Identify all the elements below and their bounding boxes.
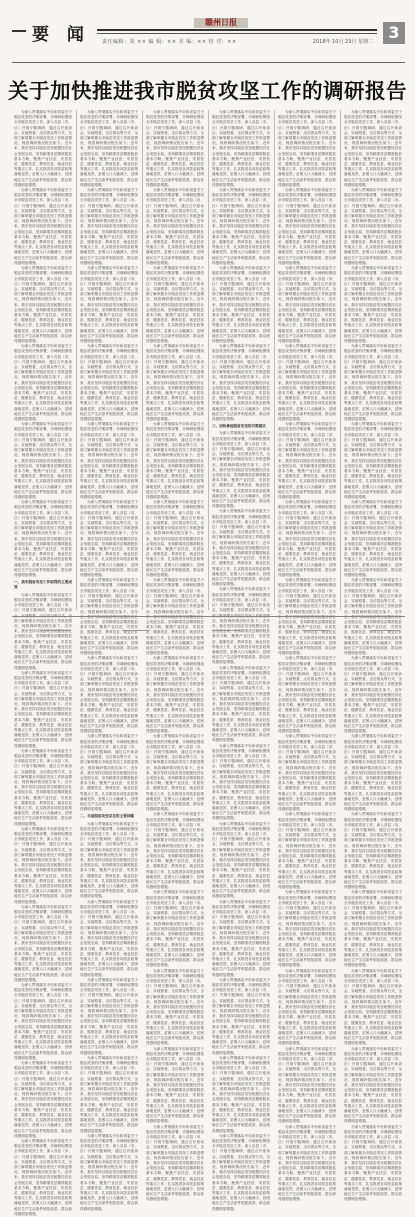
paragraph: 为深入贯彻落实中央和省委关于脱贫攻坚的决策部署，市调研组围绕全市脱贫攻坚工作，深入各县（市、区）开展专题调研，通过召开座谈会、实地察看、走访群众等方式，全面了解掌握全市脱贫攻坚工作推进情况，现将调研情况报告如下。近年来，我市坚持以脱贫攻坚统揽经济社会发展全局，坚持精准扶贫精准脱贫基本方略，聚焦产业扶贫、安居扶贫、健康扶贫、教育扶贫、就业扶贫等重点工作，扎实推进各项扶贫政策落地见效，贫困人口大幅减少，贫困地区生产生活条件明显改善，群众获得感明显增强。 <box>278 344 336 421</box>
paragraph: 为深入贯彻落实中央和省委关于脱贫攻坚的决策部署，市调研组围绕全市脱贫攻坚工作，深入各县（市、区）开展专题调研，通过召开座谈会、实地察看、走访群众等方式，全面了解掌握全市脱贫攻坚工作推进情况，现将调研情况报告如下。近年来，我市坚持以脱贫攻坚统揽经济社会发展全局，坚持精准扶贫精准脱贫基本方略，聚焦产业扶贫、安居扶贫、健康扶贫、教育扶贫、就业扶贫等重点工作，扎实推进各项扶贫政策落地见效，贫困人口大幅减少，贫困地区生产生活条件明显改善，群众获得感明显增强。 <box>80 899 138 977</box>
paragraph: 为深入贯彻落实中央和省委关于脱贫攻坚的决策部署，市调研组围绕全市脱贫攻坚工作，深入各县（市、区）开展专题调研，通过召开座谈会、实地察看、走访群众等方式，全面了解掌握全市脱贫攻坚工作推进情况，现将调研情况报告如下。近年来，我市坚持以脱贫攻坚统揽经济社会发展全局，坚持精准扶贫精准脱贫基本方略，聚焦产业扶贫、安居扶贫、健康扶贫、教育扶贫、就业扶贫等重点工作，扎实推进各项扶贫政策落地见效，贫困人口大幅减少，贫困地区生产生活条件明显改善，群众获得感明显增强。 <box>14 110 72 187</box>
paragraph: 为深入贯彻落实中央和省委关于脱贫攻坚的决策部署，市调研组围绕全市脱贫攻坚工作，深入各县（市、区）开展专题调研，通过召开座谈会、实地察看、走访群众等方式，全面了解掌握全市脱贫攻坚工作推进情况，现将调研情况报告如下。近年来，我市坚持以脱贫攻坚统揽经济社会发展全局，坚持精准扶贫精准脱贫基本方略，聚焦产业扶贫、安居扶贫、健康扶贫、教育扶贫、就业扶贫等重点工作，扎实推进各项扶贫政策落地见效，贫困人口大幅减少，贫困地区生产生活条件明显改善，群众获得感明显增强。 <box>14 344 72 421</box>
paragraph: 为深入贯彻落实中央和省委关于脱贫攻坚的决策部署，市调研组围绕全市脱贫攻坚工作，深入各县（市、区）开展专题调研，通过召开座谈会、实地察看、走访群众等方式，全面了解掌握全市脱贫攻坚工作推进情况，现将调研情况报告如下。近年来，我市坚持以脱贫攻坚统揽经济社会发展全局，坚持精准扶贫精准脱贫基本方略，聚焦产业扶贫、安居扶贫、健康扶贫、教育扶贫、就业扶贫等重点工作，扎实推进各项扶贫政策落地见效，贫困人口大幅减少，贫困地区生产生活条件明显改善，群众获得感明显增强。 <box>344 110 402 187</box>
subheading: 一、我市脱贫攻坚工作取得的主要成效 <box>14 580 72 590</box>
paragraph: 为深入贯彻落实中央和省委关于脱贫攻坚的决策部署，市调研组围绕全市脱贫攻坚工作，深入各县（市、区）开展专题调研，通过召开座谈会、实地察看、走访群众等方式，全面了解掌握全市脱贫攻坚工作推进情况，现将调研情况报告如下。近年来，我市坚持以脱贫攻坚统揽经济社会发展全局，坚持精准扶贫精准脱贫基本方略，聚焦产业扶贫、安居扶贫、健康扶贫、教育扶贫、就业扶贫等重点工作，扎实推进各项扶贫政策落地见效，贫困人口大幅减少，贫困地区生产生活条件明显改善，群众获得感明显增强。 <box>146 266 204 343</box>
paragraph: 为深入贯彻落实中央和省委关于脱贫攻坚的决策部署，市调研组围绕全市脱贫攻坚工作，深入各县（市、区）开展专题调研，通过召开座谈会、实地察看、走访群众等方式，全面了解掌握全市脱贫攻坚工作推进情况，现将调研情况报告如下。近年来，我市坚持以脱贫攻坚统揽经济社会发展全局，坚持精准扶贫精准脱贫基本方略，聚焦产业扶贫、安居扶贫、健康扶贫、教育扶贫、就业扶贫等重点工作，扎实推进各项扶贫政策落地见效，贫困人口大幅减少，贫困地区生产生活条件明显改善，群众获得感明显增强。 <box>14 422 72 500</box>
paragraph: 为深入贯彻落实中央和省委关于脱贫攻坚的决策部署，市调研组围绕全市脱贫攻坚工作，深入各县（市、区）开展专题调研，通过召开座谈会、实地察看、走访群众等方式，全面了解掌握全市脱贫攻坚工作推进情况，现将调研情况报告如下。近年来，我市坚持以脱贫攻坚统揽经济社会发展全局，坚持精准扶贫精准脱贫基本方略，聚焦产业扶贫、安居扶贫、健康扶贫、教育扶贫、就业扶贫等重点工作，扎实推进各项扶贫政策落地见效，贫困人口大幅减少，贫困地区生产生活条件明显改善，群众获得感明显增强。 <box>344 422 402 500</box>
paragraph: 为深入贯彻落实中央和省委关于脱贫攻坚的决策部署，市调研组围绕全市脱贫攻坚工作，深入各县（市、区）开展专题调研，通过召开座谈会、实地察看、走访群众等方式，全面了解掌握全市脱贫攻坚工作推进情况，现将调研情况报告如下。近年来，我市坚持以脱贫攻坚统揽经济社会发展全局，坚持精准扶贫精准脱贫基本方略，聚焦产业扶贫、安居扶贫、健康扶贫、教育扶贫、就业扶贫等重点工作，扎实推进各项扶贫政策落地见效，贫困人口大幅减少，贫困地区生产生活条件明显改善，群众获得感明显增强。 <box>14 1139 72 1216</box>
paragraph: 为深入贯彻落实中央和省委关于脱贫攻坚的决策部署，市调研组围绕全市脱贫攻坚工作，深入各县（市、区）开展专题调研，通过召开座谈会、实地察看、走访群众等方式，全面了解掌握全市脱贫攻坚工作推进情况，现将调研情况报告如下。近年来，我市坚持以脱贫攻坚统揽经济社会发展全局，坚持精准扶贫精准脱贫基本方略，聚焦产业扶贫、安居扶贫、健康扶贫、教育扶贫、就业扶贫等重点工作，扎实推进各项扶贫政策落地见效，贫困人口大幅减少，贫困地区生产生活条件明显改善，群众获得感明显增强。 <box>212 509 270 587</box>
page-number-badge: 3 <box>383 22 405 44</box>
paragraph: 为深入贯彻落实中央和省委关于脱贫攻坚的决策部署，市调研组围绕全市脱贫攻坚工作，深入各县（市、区）开展专题调研，通过召开座谈会、实地察看、走访群众等方式，全面了解掌握全市脱贫攻坚工作推进情况，现将调研情况报告如下。近年来，我市坚持以脱贫攻坚统揽经济社会发展全局，坚持精准扶贫精准脱贫基本方略，聚焦产业扶贫、安居扶贫、健康扶贫、教育扶贫、就业扶贫等重点工作，扎实推进各项扶贫政策落地见效，贫困人口大幅减少，贫困地区生产生活条件明显改善，群众获得感明显增强。 <box>278 188 336 265</box>
footer-ornament <box>212 630 240 635</box>
paragraph: 为深入贯彻落实中央和省委关于脱贫攻坚的决策部署，市调研组围绕全市脱贫攻坚工作，深入各县（市、区）开展专题调研，通过召开座谈会、实地察看、走访群众等方式，全面了解掌握全市脱贫攻坚工作推进情况，现将调研情况报告如下。近年来，我市坚持以脱贫攻坚统揽经济社会发展全局，坚持精准扶贫精准脱贫基本方略，聚焦产业扶贫、安居扶贫、健康扶贫、教育扶贫、就业扶贫等重点工作，扎实推进各项扶贫政策落地见效，贫困人口大幅减少，贫困地区生产生活条件明显改善，群众获得感明显增强。 <box>278 656 336 734</box>
paragraph: 为深入贯彻落实中央和省委关于脱贫攻坚的决策部署，市调研组围绕全市脱贫攻坚工作，深入各县（市、区）开展专题调研，通过召开座谈会、实地察看、走访群众等方式，全面了解掌握全市脱贫攻坚工作推进情况，现将调研情况报告如下。近年来，我市坚持以脱贫攻坚统揽经济社会发展全局，坚持精准扶贫精准脱贫基本方略，聚焦产业扶贫、安居扶贫、健康扶贫、教育扶贫、就业扶贫等重点工作，扎实推进各项扶贫政策落地见效，贫困人口大幅减少，贫困地区生产生活条件明显改善，群众获得感明显增强。 <box>344 656 402 734</box>
article-body <box>14 110 402 1216</box>
paragraph: 为深入贯彻落实中央和省委关于脱贫攻坚的决策部署，市调研组围绕全市脱贫攻坚工作，深入各县（市、区）开展专题调研，通过召开座谈会、实地察看、走访群众等方式，全面了解掌握全市脱贫攻坚工作推进情况，现将调研情况报告如下。近年来，我市坚持以脱贫攻坚统揽经济社会发展全局，坚持精准扶贫精准脱贫基本方略，聚焦产业扶贫、安居扶贫、健康扶贫、教育扶贫、就业扶贫等重点工作，扎实推进各项扶贫政策落地见效，贫困人口大幅减少，贫困地区生产生活条件明显改善，群众获得感明显增强。 <box>212 431 270 509</box>
text-column <box>146 110 204 1202</box>
paragraph: 为深入贯彻落实中央和省委关于脱贫攻坚的决策部署，市调研组围绕全市脱贫攻坚工作，深入各县（市、区）开展专题调研，通过召开座谈 面了解掌握全市脱贫攻坚工作推进情况，现将调研情况报告如下。近年来，我市坚持以脱贫攻坚统揽经济社会发展全局，坚持精准扶贫精准脱贫基本方略，聚焦产业扶贫、安居扶贫、健康扶贫、教育扶贫、就业扶贫等重点工作，扎实推进各项扶贫政策落地见效，贫困人口大幅减少，贫困地区生产生活条件明显改善，群众获得感明显增强。 <box>14 592 72 670</box>
paragraph: 为深入贯彻落实中央和省委关于脱贫攻坚的决策部署，市调研组围绕全市脱贫攻坚工作，深入各县（市、区）开展专题调研，通过召开座谈会、实地察看、走访群众等方式，全面了解掌握全市脱贫攻坚工作推进情况，现将调研情况报告如下。近年来，我市坚持以脱贫攻坚统揽经济社会发展全局，坚持精准扶贫精准脱贫基本方略，聚焦产业扶贫、安居扶贫、健康扶贫、教育扶贫、就业扶贫等重点工作，扎实推进各项扶贫政策落地见效，贫困人口大幅减少，贫困地区生产生活条件明显改善，群众获得感明显增强。 <box>146 344 204 421</box>
footer-ornament <box>42 630 70 635</box>
paragraph: 为深入贯彻落实中央和省委关于脱贫攻坚的决策部署，市调研组围绕全市脱贫攻坚工作，深入各县（市、区）开展专题调研，通过召开座谈会、实地察看、走访群众等方式，全面了解掌握全市脱贫攻坚工作推进情况，现将调研情况报告如下。近年来，我市坚持以脱贫攻坚统揽经济社会发展全局，坚持精准扶贫精准脱贫基本方略，聚焦产业扶贫、安居扶贫、健康扶贫、教育扶贫、就业扶贫等重点工作，扎实推进各项扶贫政策落地见效，贫困人口大幅减少，贫困地区生产生活条件明显改善，群众获得感明显增强。 <box>212 977 270 1055</box>
article-title: 关于加快推进我市脱贫攻坚工作的调研报告 <box>8 79 407 103</box>
paragraph: 为深入贯彻落实中央和省委关于脱贫攻坚的决策部署，市调研组围绕全市脱贫攻坚工作，深入各县（市、区）开展专题调研，通过召开座谈会、实地察看、走访群众等方式，全面了解掌握全市脱贫攻坚工作推进情况，现将调研情况报告如下。近年来，我市坚持以脱贫攻坚统揽经济社会发展全局，坚持精准扶贫精准脱贫基本方略，聚焦产业扶贫、安居扶贫、健康扶贫、教育扶贫、就业扶贫等重点工作，扎实推进各项扶贫政策落地见效，贫困人口大幅减少，贫困地区生产生活条件明显改善，群众获得感明显增强。 <box>80 1133 138 1211</box>
masthead <box>12 18 405 52</box>
text-column <box>278 110 336 1202</box>
paragraph: 为深入贯彻落实中央和省委关于脱贫攻坚的决策部署，市调研组围绕全市脱贫攻坚工作，深入各县（市、区）开展专题调研，通过召开座谈会、实地察看、走访群众等方式，全面了解掌握全市脱贫攻坚工作推进情况，现将调研情况报告如下。近年来，我市坚持以脱贫攻坚统揽经济社会发展全局，坚持精准扶贫精准脱贫基本方略，聚焦产业扶贫、安居扶贫、健康扶贫、教育扶贫、就业扶贫等重点工作，扎实推进各项扶贫政策落地见效，贫困人口大幅减少，贫困地区生产生活条件明显改善，群众获得感明显增强。 <box>344 968 402 1046</box>
footer-rule <box>12 616 405 617</box>
paragraph: 为深入贯彻落实中央和省委关于脱贫攻坚的决策部署，市调研组围绕全市脱贫攻坚工作，深入各县（市、区）开展专题调研，通过召开座谈会、实地察看、走访群众等方式，全面了解掌握全市脱贫攻坚工作推进情况，现将调研情况报告如下。近年来，我市坚持以脱贫攻坚统揽经济社会发展全局，坚持精准扶贫精准脱贫基本方略，聚焦产业扶贫、安居扶贫、健康扶贫、教育扶贫、就业扶贫等重点工作，扎实推进各项扶贫政策落地见效，贫困人口大幅减少，贫困地区生产生活条件明显改善，群众获得感明显增强。 <box>146 968 204 1046</box>
paragraph: 为深入贯彻落实中央和省委关于脱贫攻坚的决策部署，市调研组围绕全市脱贫攻坚工作，深入各县（市、区）开展专题调研，通过召开座谈会、实地察看、走访群众等方式，全面了解掌握全市脱贫攻坚工作推进情况，现将调研情况报告如下。近年来，我市坚持以脱贫攻坚统揽经济社会发展全局，坚持精准扶贫精准脱贫基本方略，聚焦产业扶贫、安居扶贫、健康扶贫、教育扶贫、就业扶贫等重点工作，扎实推进各项扶贫政策落地见效，贫困人口大幅减少，贫困地区生产生活条件明显改善，群众获得感明显增强。 <box>14 904 72 982</box>
paragraph: 为深入贯彻落实中央和省委关于脱贫攻坚的决策部署，市调研组围绕全市脱贫攻坚工作，深入各县（市、区）开展专题调研，通过召开座谈会、实地察看、走访群众等方式，全面了解掌握全市脱贫攻坚工作推进情况，现将调研情况报告如下。近年来，我市坚持以脱贫攻坚统揽经济社会发展全局，坚持精准扶贫精准脱贫基本方略，聚焦产业扶贫、安居扶贫、健康扶贫、教育扶贫、就业扶贫等重点工作，扎实推进各项扶贫政策落地见效，贫困人口大幅减少，贫困地区生产生活条件明显改善，群众获得感明显增强。 <box>80 266 138 343</box>
paragraph: 为深入贯彻落实中央和省委关于脱贫攻坚的决策部署，市调研组围绕全市脱贫攻坚工作，深入各县（市、区）开展专题调研，通过召开座谈会、实地察看、走访群众等方式，全面了解掌握全市脱贫攻坚工作推进情况，现将调研情况报告如下。近年来，我市坚持以脱贫攻坚统揽经济社会发展全局，坚持精准扶贫精准脱贫基本方略，聚焦产业扶贫、安居扶贫、健康扶贫、教育扶贫、就业扶贫等重点工作，扎实推进各项扶贫政策落地见效，贫困人口大幅减少，贫困地区生产生活条件明显改善，群众获得感明显增强。 <box>344 500 402 578</box>
paragraph: 为深入贯彻落实中央和省委关于脱贫攻坚的决策部署，市调研组围绕全市脱贫攻坚工作，深入各县（市、区）开展专题调研，通过召开座谈会、实地察看、走访群众等方式，全面了解掌握全市脱贫攻坚工作推进情况，现将调研情况报告如下。近年来，我市坚持以脱贫攻坚统揽经济社会发展全局，坚持精准扶贫精准脱贫基本方略，聚焦产业扶贫、安居扶贫、健康扶贫、教育扶贫、就业扶贫等重点工作，扎实推进各项扶贫政策落地见效，贫困人口大幅减少，贫困地区生产生活条件明显改善，群众获得感明显增强。 <box>212 110 270 187</box>
paragraph: 为深入贯彻落实中央和省委关于脱贫攻坚的决策部署，市调研组围绕全市脱贫攻坚工作，深入各县（市、区）开展专题调研，通过召开座谈会、实地察看、走访群众等方式，全面了解掌握全市脱贫攻坚工作推进情况，现将调研情况报告如下。近年来，我市坚持以脱贫攻坚统揽经济社会发展全局，坚持精准扶贫精准脱贫基本方略，聚焦产业扶贫、安居扶贫、健康扶贫、教育扶贫、就业扶贫等重点工作，扎实推进各项扶贫政策落地见效，贫困人口大幅减少，贫困地区生产生活条件明显改善，群众获得感明显增强。 <box>344 812 402 890</box>
header-divider <box>12 62 405 63</box>
paragraph: 为深入贯彻落实中央和省委关于脱贫攻坚的决策部署，市调研组围绕全市脱贫攻坚工作，深入各县（市、区）开展专题调研，通过召开座谈会、实地察看、走访群众等方式，全面了解掌握全市脱贫攻坚工作推进情况，现将调研情况报告如下。近年来，我市坚持以脱贫攻坚统揽经济社会发展全局，坚持精准扶贫精准脱贫基本方略，聚焦产业扶贫、安居扶贫、健康扶贫、教育扶贫、就业扶贫等重点工作，扎实推进各项扶贫政策落地见效，贫困人口大幅减少，贫困地区生产生活条件明显改善，群众获得感明显增强。 <box>80 500 138 578</box>
paragraph: 为深入贯彻落实中央和省委关于脱贫攻坚的决策部署，市调研组围绕全市脱贫攻坚工作，深入各县（市、区）开展专题调研，通过召开座谈会、实地察看、走访群众等方式，全面了解掌握全市脱贫攻坚工作推进情况，现将调研情况报告如下。近年来，我市坚持以脱贫攻坚统揽经济社会发展全局，坚持精准扶贫精准脱贫基本方略，聚焦产业扶贫、安居扶贫、健康扶贫、教育扶贫、就业扶贫等重点工作，扎实推进各项扶贫政策落地见效，贫困人口大幅减少，贫困地区生产生活条件明显改善，群众获得感明显增强。 <box>14 266 72 343</box>
paragraph: 为深入贯彻落实中央和省委关于脱贫攻坚的决策部署，市调研组围绕全市脱贫攻坚工作，深入各县（市、区）开展专题调研，通过召开座谈会、实地察看、走访群众等方式，全面了解掌握全市脱贫攻坚工作推进情况，现将调研情况报告如下。近年来，我市坚持以脱贫攻坚统揽经济社会发展全局，坚持精准扶贫精准脱贫基本方略，聚焦产业扶贫、安居扶贫、健康扶贫、教育扶贫、就业扶贫等重点工作，扎实推进各项扶贫政策落地见效，贫困人口大幅减少，贫困地区生产生活条件明显改善，群众获得感明显增强。 <box>146 422 204 500</box>
paragraph: 为深入贯彻落实中央和省委关于脱贫攻坚的决策部署，市调研组围绕全市脱贫攻坚工作，深入各县（市、区）开展专题调研，通过召开座谈会、实地察看、走访群众等方式，全面了解掌握全市脱贫攻坚工作推进情况，现将调研情况报告如下。近年 会发展全局，坚持精准扶贫精准脱贫基本方略，聚焦产业扶贫、安居扶贫、健康扶贫、教育扶贫、就业扶贫等重点工作，扎实推进各项扶贫政策落地见效，贫困人口大幅减少，贫困地区生产生活条件明显改善，群众获得感明显增强。 <box>278 578 336 656</box>
paragraph: 为深入贯彻落实中央和省委关于脱贫攻坚的决策部署，市调研组围绕全市脱贫攻坚工作，深入各县（市、区）开展专题调研，通过召开座谈会、实地察看、走访群众等方式，全面了解掌握全市脱贫攻坚工作推进情况，现将调研情况报告如下。近年 会发展全局，坚持精准扶贫精准脱贫基本方略，聚焦产业扶贫、安居扶贫、健康扶贫、教育扶贫、就业扶贫等重点工作，扎实推进各项扶贫政策落地见效，贫困人口大幅减少，贫困地区生产生活条件明显改善，群众获得感明显增强。 <box>146 578 204 656</box>
section-name: 要 闻 <box>32 25 90 45</box>
paragraph: 为深入贯彻落实中央和省委关于脱贫攻坚的决策部署，市调研组围绕全市脱贫攻坚工作，深入各县（市、区）开展专题调研，通过召开座谈会、实地察看、走访群众等方式，全面了解掌握全市脱贫攻坚工作推进情况，现将调研情况报告如下。近年来，我市坚持以脱贫攻坚统揽经济社会发展全局，坚持精准扶贫精准脱贫基本方略，聚焦产业扶贫、安居扶贫、健康扶贫、教育扶贫、就业扶贫等重点工作，扎实推进各项扶贫政策落地见效，贫困人口大幅减少，贫困地区生产生活条件明显改善，群众获得感明显增强。 <box>212 743 270 821</box>
editor-credits: 责任编辑：刘 ×× 编 辑：×× 美 编：×× 校 对：×× <box>102 39 237 45</box>
paragraph: 为深入贯彻落实中央和省委关于脱贫攻坚的决策部署，市调研组围绕全市脱贫攻坚工作，深入各县（市、区）开展专题调研，通过召开座谈会、实地察看、走访群众等方式，全面了解掌握全市脱贫攻坚工作推进情况，现将调研情况报告如下。近年来，我市坚持以脱贫攻坚统揽经济社会发展全局，坚持精准扶贫精准脱贫基本方略，聚焦产业扶贫、安居扶贫、健康扶贫、教育扶贫、就业扶贫等重点工作，扎实推进各项扶贫政策落地见效，贫困人口大幅减少，贫困地区生产生活条件明显改善，群众获得感明显增强。 <box>14 1060 72 1138</box>
section-dash <box>12 30 26 32</box>
paragraph: 为深入贯彻落实中央和省委关于脱贫攻坚的决策部署，市调研组围绕全市脱贫攻坚工作，深入各县（市、区）开展专题调研，通过召开座谈会、实地察看、走访群众等方式，全面了解掌握全市脱贫攻坚工作推进情况，现将调研情况报告如下。近年来，我市坚持以脱贫攻坚统揽经济社会发展全局，坚持精准扶贫精准脱贫基本方略，聚焦产业扶贫、安居扶贫、健康扶贫、教育扶贫、就业扶贫等重点工作，扎实推进各项扶贫政策落地见效，贫困人口大幅减少，贫困地区生产生活条件明显改善，群众获得感明显增强。 <box>278 968 336 1046</box>
column-rule <box>76 110 77 610</box>
paragraph: 为深入贯彻落实中央和省委关于脱贫攻坚的决策部署，市调研组围绕全市脱贫攻坚工作，深入各县（市、区）开展专题调研，通过召开座谈会、实地察看、走访群众等方式，全面了解掌握全市脱贫攻坚工作推进情况，现将调研情况报告如下。近年来，我市坚持以脱贫攻坚统揽经济社会发展全局，坚持精准扶贫精准脱贫基本方略，聚焦产业扶贫、安居扶贫、健康扶贫、教育扶贫、就业扶贫等重点工作，扎实推进各项扶贫政策落地见效，贫困人口大幅减少，贫困地区生产生活条件明显改善，群众获得感明显增强。 <box>14 826 72 904</box>
paragraph: 为深入贯彻落实中央和省委关于脱贫攻坚的决策部署，市调研组围绕全市脱贫攻坚工作，深入各县（市、区）开展专题调研，通过召开座谈会、实地察看、走访群众等方式，全面了解掌握全市脱贫攻坚工作推进情况，现将调研情况报告如下。近年来，我市坚持以脱贫攻坚统揽经济社会发展全局，坚持精准扶贫精准脱贫基本方略，聚焦产业扶贫、安居扶贫、健康扶贫、教育扶贫、就业扶贫等重点工作，扎实推进各项扶贫政策落地见效，贫困人口大幅减少，贫困地区生产生活条件明显改善，群众获得感明显增强。 <box>80 1055 138 1133</box>
paragraph: 为深入贯彻落实中央和省委关于脱贫攻坚的决策部署，市调研组围绕全市脱贫攻坚工作，深入各县（市、区）开展专题调研，通过召开座谈会、实地察看、走访群众等方式，全面了解掌握全市脱贫攻坚工作推进情况，现将调研情况报告如下。近年来，我市坚持以脱贫攻坚统揽经济社会发展全局，坚持精准扶贫精准脱贫基本方略，聚焦产业扶贫、安居扶贫、健康扶贫、教育扶贫、就业扶贫等重点工作，扎实推进各项扶贫政策落地见效，贫困人口大幅减少，贫困地区生产生活条件明显改善，群众获得感明显增强。 <box>278 812 336 890</box>
masthead-rule-thin <box>97 33 377 34</box>
text-column <box>14 110 72 1216</box>
text-column <box>212 110 270 1211</box>
paragraph: 为深入贯彻落实中央和省委关于脱贫攻坚的决策部署，市调研组围绕全市脱贫攻坚工作，深入各县（市、区）开展专题调研，通过召开座谈会、实地察看、走访群众等方式，全面了解掌握全市脱贫攻坚工作推进情况，现将调研情况报告如下。近年来，我市坚持以脱贫攻坚统揽经济社会发展全局，坚持精准扶贫精准脱贫基本方略，聚焦产业扶贫、安居扶贫、健康扶贫、教育扶贫、就业扶贫等重点工作，扎实推进各项扶贫政策落地见效，贫困人口大幅减少，贫困地区生产生活条件明显改善，群众获得感明显增强。 <box>278 266 336 343</box>
paragraph: 为深入贯彻落实中央和省委关于脱贫攻坚的决策部署，市调研组围绕全市脱贫攻坚工作，深入各县（市、区）开展专题调研，通过召开座谈会、实地察看、走访群众等方式，全面了解掌握全市脱贫攻坚工作推进情况，现将调研情况报告如下。近年来，我市坚持以脱贫攻坚统揽经济社会发展全局，坚持精准扶贫精准脱贫基本方略，聚焦产业扶贫、安居扶贫、健康扶贫、教育扶贫、就业扶贫等重点工作，扎实推进各项扶贫政策落地见效，贫困人口大幅减少，贫困地区生产生活条件明显改善，群众获得感明显增强。 <box>146 890 204 968</box>
paragraph: 为深入贯彻落实中央和省委关于脱贫攻坚的决策部署，市调研组围绕全市脱贫攻坚工作，深入各县（市、区）开展专题调研，通过召开座谈会、实地察看、走访群众等方式，全面了解掌握全市脱贫攻坚工作推进情况，现将调研情况报告如下。近年来，我市坚持以脱贫攻坚统揽经济社会发展全局，坚持精准扶贫精准脱贫基本方略，聚焦产业扶贫、安居扶贫、健康扶贫、教育扶贫、就业扶贫等重点工作，扎实推进各项扶贫政策落地见效，贫困人口大幅减少，贫困地区生产生活条件明显改善，群众获得感明显增强。 <box>344 1046 402 1124</box>
paragraph: 为深入贯彻落实中央和省委关于脱贫攻坚的决策部署，市调研组围绕全市脱贫攻坚工作，深入各县（市、区）开展专题调研，通过召开座谈会、实地察看、走访群众等方式，全面了解掌握全市脱贫攻坚工作推进情况，现将调研情况报告如下。近年来，我市坚持以脱贫攻坚统揽经济社会发展全局，坚持精准扶贫精准脱贫基本方略，聚焦产业扶贫、安居扶贫、健康扶贫、教育扶贫、就业扶贫等重点工作，扎实推进各项扶贫政策落地见效，贫困人口大幅减少，贫困地区生产生活条件明显改善，群众获得感明显增强。 <box>14 500 72 578</box>
paragraph: 为深入贯彻落实中央和省委关于脱贫攻坚的决策部署，市调研组围绕全市脱贫攻坚工作，深入各县（市、区）开展专题调研，通过召开座谈会、实地察看、走访群众等方式，全面了解掌握全市脱贫攻坚工作推进情况，现将调研情况报告如下。近年来，我市坚持以脱贫攻坚统揽经济社会发展全局，坚持精准扶贫精准脱贫基本方略，聚焦产业扶贫、安居扶贫、健康扶贫、教育扶贫、就业扶贫等重点工作，扎实推进各项扶贫政策落地见效，贫困人口大幅减少，贫困地区生产生活条件明显改善，群众获得感明显增强。 <box>212 1055 270 1133</box>
paragraph: 为深入贯彻落实中央和省委关于脱贫攻坚的决策部署，市调研组围绕全市脱贫攻坚工作，深入各县（市、区）开展专题调研，通过召开座谈会、实地察看、走访群众等方式，全面了解掌握全市脱贫攻坚工作推进情况，现将调研情况报告如下。近年来，我市坚持以脱贫攻坚统揽经济社会发展全局，坚持精准扶贫精准脱贫基本方略，聚焦产业扶贫、安居扶贫、健康扶贫、教育扶贫、就业扶贫等重点工作，扎实推进各项扶贫政策落地见效，贫困人口大幅减少，贫困地区生产生活条件明显改善，群众获得感明显增强。 <box>212 899 270 977</box>
paragraph: 为深入贯彻落实中央和省委关于脱贫攻坚的决策部署，市调研组围绕全市脱贫攻坚工作，深入各县（市、区）开展专题调研，通过召开座谈会、实地察看、走访群众等方式，全面了解掌握全市脱贫攻坚工作推进情况，现将调研情况报告如下。近年来，我市坚持以脱贫攻坚统揽经济社会发展全局，坚持精准扶贫精准脱贫基本方略，聚焦产业扶贫、安居扶贫、健康扶贫、教育扶贫、就业扶贫等重点工作，扎实推进各项扶贫政策落地见效，贫困人口大幅减少，贫困地区生产生活条件明显改善，群众获得感明显增强。 <box>212 344 270 421</box>
paper-logo: 赣州日报 <box>194 18 248 28</box>
paragraph: 为深入贯彻落实中央和省委关于脱贫攻坚的决策部署，市调研组围绕全市脱贫攻坚工作，深入各县（市、区）开展专题调研，通过召开座谈会、实地察看、走访群众等方式，全面了解掌握全市脱贫攻坚工作推进情况，现将调研情况报告如下。近年来，我市坚持以脱贫攻坚统揽经济社会发展全局，坚持精准扶贫精准脱贫基本方略，聚焦产业扶贫、安居扶贫、健康扶贫、教育扶贫、就业扶贫等重点工作，扎实推进各项扶贫政策落地见效，贫困人口大幅减少，贫困地区生产生活条件明显改善，群众获得感明显增强。 <box>80 422 138 500</box>
paragraph: 为深入贯彻落实中央和省委关于脱贫攻坚的决策部署，市调研组围绕全市脱贫攻坚工作，深入各县（市、区）开展专题调研，通过召开座谈会、实地察看、走访群众等方式，全面了解掌握全市脱贫攻坚工作推进情况，现将调研情况报告如下。近年来，我市坚持以脱贫攻坚统揽经济社会发展全局，坚持精准扶贫精准脱贫基本方略，聚焦产业扶贫、安居扶贫、健康扶贫、教育扶贫、就业扶贫等重点工作，扎实推进各项扶贫政策落地见效，贫困人口大幅减少，贫困地区生产生活条件明显改善，群众获得感明显增强。 <box>146 500 204 578</box>
paragraph: 为深入贯彻落实中央和省委关于脱贫攻坚的决策部署，市调研组围绕全市脱贫攻坚工作，深入各县（市、区）开展专题调研，通过召开座谈会、实地察看、走访群众等方式，全面了解掌握全市脱贫攻坚工作推进情况，现将调研情况报告如下。近年来，我市坚持以脱贫攻坚统揽经济社会发展全局，坚持精准扶贫精准脱贫基本方略，聚焦产业扶贫、安居扶贫、健康扶贫、教育扶贫、就业扶贫等重点工作，扎实推进各项扶贫政策落地见效，贫困人口大幅减少，贫困地区生产生活条件明显改善，群众获得感明显增强。 <box>80 821 138 899</box>
text-column <box>344 110 402 1202</box>
column-rule <box>340 110 341 610</box>
paragraph: 为深入贯彻落实中央和省委关于脱贫攻坚的决策部署，市调研组围绕全市脱贫攻坚工作，深入各县（市、区）开展专题调研，通过召开座谈会、实地察看、走访群众等方式，全面了解掌握全市脱贫攻坚工作推进情况，现将调研情况报告如下。近年来，我市坚持以脱贫攻坚统揽经济社会发展全局，坚持精准扶贫精准脱贫基本方略，聚焦产业扶贫、安居扶贫、健康扶贫、教育扶贫、就业扶贫等重点工作，扎实推进各项扶贫政策落地见效，贫困人口大幅减少，贫困地区生产生活条件明显改善，群众获得感明显增强。 <box>80 110 138 187</box>
paragraph: 为深入贯彻落实中央和省委关于脱贫攻坚的决策部署，市调研组围绕全市脱贫攻坚工作，深入各县（市、区）开展专题调研，通过召开座谈会、实地察看、走访群众等方式，全面了解掌握全市脱贫攻坚工作推进情况，现将调研情况报告如下。近年来，我市坚持以脱贫攻坚统揽经济社会发展全局，坚持精准扶贫精准脱贫基本方略，聚焦产业扶贫、安居扶贫、健康扶贫、教育扶贫、就业扶贫等重点工作，扎实推进各项扶贫政策落地见效，贫困人口大幅减少，贫困地区生产生活条件明显改善，群众获得感明显增强。 <box>278 500 336 578</box>
paragraph: 为深入贯彻落实中央和省委关于脱贫攻坚的决策部署，市调研组围绕全市脱贫攻坚工作，深入各县（市、区）开展专题调研，通过召开座谈会、实地察看、走访群众等方式，全面了解掌握全市脱贫攻坚工作推进情况，现将调研情况报告如下。近年来，我市坚持以脱贫攻坚统揽经济社会发展全局，坚持精准扶贫精准脱贫基本方略，聚焦产业扶贫、安居扶贫、健康扶贫、教育扶贫、就业扶贫等重点工作，扎实推进各项扶贫政策落地见效，贫困人口大幅减少，贫困地区生产生活条件明显改善，群众获得感明显增强。 <box>14 748 72 826</box>
issue-date: 2018年 10月 23日 星期二 <box>312 39 373 45</box>
paragraph: 为深入贯彻落实中央和省委关于脱贫攻坚的决策部署，市调研组围绕全市脱贫攻坚工作，深入各县（市、区）开展专题调研，通过召开座谈会、实地察看、走访群众等方式，全面了解掌握全市脱贫攻坚工作推进情况，现将调研情况报告如下。近年来，我市坚持以脱贫攻坚统揽经济社会发展全局，坚持精准扶贫精准脱贫基本方略，聚焦产业扶贫、安居扶贫、健康扶贫、教育扶贫、就业扶贫等重点工作，扎实推进各项扶贫政策落地见效，贫困人口大幅减少，贫困地区生产生活条件明显改善，群众获得感明显增强。 <box>344 266 402 343</box>
masthead-rule <box>97 29 377 31</box>
paragraph: 为深入贯彻落实中央和省委关于脱贫攻坚的决策部署，市调研组围绕全市脱贫攻坚工作，深入各县（市、区）开展专题调研，通过召开座谈会、实地察看、走访群众等方式，全面了解掌握全市脱贫攻坚工作推进情况，现将调研情况报告如下。近年来，我市坚持以脱贫攻坚统揽经济社会发展全局，坚持精准扶贫精准脱贫基本方略，聚焦产业扶贫、安居扶贫、健康扶贫、教育扶贫、就业扶贫等重点工作，扎实推进各项扶贫政策落地见效，贫困人口大幅减少，贫困地区生产生活条件明显改善，群众获得感明显增强。 <box>146 812 204 890</box>
paragraph: 为深入贯彻落实中央和省委关于脱贫攻坚的决策部署，市调研组围绕全市脱贫攻坚工作，深入各县（市、区）开展专题调研，通过召开座谈会、实地察看、走访群众等方式，全面了解掌握全市脱贫攻坚工作推进情况，现将调研情况报告如下。近年 会发展全局，坚持精准扶贫精准脱贫基本方略，聚焦产业扶贫、安居扶贫、健康扶贫、教育扶贫、就业扶贫等重点工作，扎实推进各项扶贫政策落地见效，贫困人口大幅减少，贫困地区生产生活条件明显改善，群众获得感明显增强。 <box>80 578 138 656</box>
paragraph: 为深入贯彻落实中央和省委关于脱贫攻坚的决策部署，市调研组围绕全市脱贫攻坚工作，深入各县（市、区）开展专题调研，通过召开座谈会、实地察看、走访群众等方式，全面了解掌握全市脱贫攻坚工作推进情况，现将调研情况报告如下。近年来，我市坚持以脱贫攻坚统揽经济社会发展全局，坚持精准扶贫精准脱贫基本方略，聚焦产业扶贫、安居扶贫、健康扶贫、教育扶贫、就业扶贫等重点工作，扎实推进各项扶贫政策落地见效，贫困人口大幅减少，贫困地区生产生活条件明显改善，群众获得感明显增强。 <box>344 188 402 265</box>
paragraph: 为深入贯彻落实中央和省委关于脱贫攻坚的决策部署，市调研组围绕全市脱贫攻坚工作，深入各县（市、区）开展专题调研，通过召开座谈会、实地察看、走访群众等方式，全面了解掌握全市脱贫攻坚工作推进情况，现将调研情况报告如下。近年来，我市坚持以脱贫攻坚统揽经济社会发展全局，坚持精准扶贫精准脱贫基本方略，聚焦产业扶贫、安居扶贫、健康扶贫、教育扶贫、就业扶贫等重点工作，扎实推进各项扶贫政策落地见效，贫困人口大幅减少，贫困地区生产生活条件明显改善，群众获得感明显增强。 <box>278 422 336 500</box>
paragraph: 为深入贯彻落实中央和省委关于脱贫攻坚的决策部署，市调研组围绕全市脱贫攻坚工作，深入各县（市、区）开展专题调研，通过召开座谈会、实地察看、走访群众等方式，全面了解掌握全市脱贫攻坚工作推进情况，现将调研情况报告如下。近年来，我市坚持以脱贫攻坚统揽经济社会发展全局，坚持精准扶贫精准脱贫基本方略，聚焦产业扶贫、安居扶贫、健康扶贫、教育扶贫、就业扶贫等重点工作，扎实推进各项扶贫政策落地见效，贫困人口大幅减少，贫困地区生产生活条件明显改善，群众获得感明显增强。 <box>14 982 72 1060</box>
paragraph: 为深入贯彻落实中央和省委关于脱贫攻坚的决策部署，市调研组围绕全市脱贫攻坚工作，深入各县（市、区）开展专题调研，通过召开座谈会、实地察看、走访群众等方式，全面了解掌握全市脱贫攻坚工作推进情况，现将调研情况报告如下。近年来，我市坚持以脱贫攻坚统揽经济社会发展全局，坚持精准扶贫精准脱贫基本方略，聚焦产业扶贫、安居扶贫、健康扶贫、教育扶贫、就业扶贫等重点工作，扎实推进各项扶贫政策落地见效，贫困人口大幅减少，贫困地区生产生活条件明显改善，群众获得感明显增强。 <box>146 1124 204 1202</box>
paragraph: 为深入贯彻落实中央和省委关于脱贫攻坚的决策部署，市调研组围绕全市脱贫攻坚工作，深入各县（市、区）开展专题调研，通过召开座谈会、实地察看、走访群众等方式，全面了解掌握全市脱贫攻坚工作推进情况，现将调研情况报告如下。近年来，我市坚持以脱贫攻坚统揽经济社会发展全局，坚持精准扶贫精准脱贫基本方略，聚焦产业扶贫、安居扶贫、健康扶贫、教育扶贫、就业扶贫等重点工作，扎实推进各项扶贫政策落地见效，贫困人口大幅减少，贫困地区生产生活条件明显改善，群众获得感明显增强。 <box>212 665 270 743</box>
text-column <box>80 110 138 1211</box>
paragraph: 为深入贯彻落实中央和省委关于脱贫攻坚的决策部署，市调研组围绕全市脱贫攻坚工作，深入各县（市、区）开展专题调研，通过召开座谈会、实地察看、走访群众等方式，全面了解掌握全市脱贫攻坚工作推进情况，现将调研情况报告如下。近年来，我市坚持以脱贫攻坚统揽经济社会发展全局，坚持精准扶贫精准脱贫基本方略，聚焦产业扶贫、安居扶贫、健康扶贫、教育扶贫、就业扶贫等重点工作，扎实推进各项扶贫政策落地见效，贫困人口大幅减少，贫困地区生产生活条件明显改善，群众获得感明显增强。 <box>212 821 270 899</box>
paragraph: 为深入贯彻落实中央和省委关于脱贫攻坚的决策部署，市调研组围绕全市脱贫攻坚工作，深入各县（市、区）开展专题调研，通过召开座谈会、实地察看、走访群众等方式，全面了解掌握全市脱贫攻坚工作推进情况，现将调研情况报告如下。近年来，我市坚持以脱贫攻坚统揽经济社会发展全局，坚持精准扶贫精准脱贫基本方略，聚焦产业扶贫、安居扶贫、健康扶贫、教育扶贫、就业扶贫等重点工作，扎实推进各项扶贫政策落地见效，贫困人口大幅减少，贫困地区生产生活条件明显改善，群众获得感明显增强。 <box>146 1046 204 1124</box>
paragraph: 为深入贯彻落实中央和省委关于脱贫攻坚的决策部署，市调研组围绕全市脱贫攻坚工作，深入各县（市、区）开展专题调研，通过召开座谈会、实地察看、走访群众等方式，全面了解掌握全市脱贫攻坚工作推进情况，现将调研情况报告如下。近年来，我市坚持以脱贫攻坚统揽经济社会发展全局，坚持精准扶贫精准脱贫基本方略，聚焦产业扶贫、安居扶贫、健康扶贫、教育扶贫、就业扶贫等重点工作，扎实推进各项扶贫政策落地见效，贫困人口大幅减少，贫困地区生产生活条件明显改善，群众获得感明显增强。 <box>146 188 204 265</box>
paragraph: 为深入贯彻落实中央和省委关于脱贫攻坚的决策部署，市调研组围绕全市脱贫攻坚工作，深入各县（市、区）开展专题调研，通过召开座谈会、实地察看、走访群众等方式，全面了解掌握全市脱贫攻坚工作推进情况，现将调研情况报告如下。近年来，我市坚持以脱贫攻坚统揽经济社会发展全局，坚持精准扶贫精准脱贫基本方略，聚焦产业扶贫、安居扶贫、健康扶贫、教育扶贫、就业扶贫等重点工作，扎实推进各项扶贫政策落地见效，贫困人口大幅减少，贫困地区生产生活条件明显改善，群众获得感明显增强。 <box>80 734 138 812</box>
paragraph: 为深入贯彻落实中央和省委关于脱贫攻坚的决策部署，市调研组围绕全市脱贫攻坚工作，深入各县（市、区）开展专题调研，通过召开座谈会、实地察看、走访群众等方式，全面了解掌握全市脱贫攻坚工作推进情况，现将调研情况报告如下。近年来，我市坚持以脱贫攻坚统揽经济社会发展全局，坚持精准扶贫精准脱贫基本方略，聚焦产业扶贫、安居扶贫、健康扶贫、教育扶贫、就业扶贫等重点工作，扎实推进各项扶贫政策落地见效，贫困人口大幅减少，贫困地区生产生活条件明显改善，群众获得感明显增强。 <box>212 266 270 343</box>
paragraph: 为深入贯彻落实中央和省委关于脱贫攻坚的决策部署，市调研组围绕全市脱贫攻坚工作，深入各县（市、区）开展专题调研，通过召开座谈会、实地察看、走访群众等方式，全面了解掌握全市脱贫攻坚工作推进情况，现将调研情况报告如下。近年来，我市坚持以脱贫攻坚统揽经济社会发展全局，坚持精准扶贫精准脱贫基本方略，聚焦产业扶贫、安居扶贫、健康扶贫、教育扶贫、就业扶贫等重点工作，扎实推进各项扶贫政策落地见效，贫困人口大幅减少，贫困地区生产生活条件明显改善，群众获得感明显增强。 <box>278 734 336 812</box>
paragraph: 为深入贯彻落实中央和省委关于脱贫攻坚的决策部署，市调研组围绕全市脱贫攻坚工作，深入各县（市、区）开展专题调研，通过召开座谈会、实地察看、走访群众等方式，全面了解掌握全市脱贫攻坚工作推进情况，现将调研情况报告如下。近年 会发展全局，坚持精准扶贫精准脱贫基本方略，聚焦产业扶贫、安居扶贫、健康扶贫、教育扶贫、就业扶贫等重点工作，扎实推进各项扶贫政策落地见效，贫困人口大幅减少，贫困地区生产生活条件明显改善，群众获得感明显增强。 <box>344 578 402 656</box>
paragraph: 为深入贯彻落实中央和省委关于脱贫攻坚的决策部署，市调研组围绕全市脱贫攻坚工作，深入各县（市、区）开展专题调研，通过召开座谈会、实地察看、走访群众等方式，全面了解掌握全市脱贫攻坚工作推进情况，现将调研情况报告如下。近年来，我市坚持以脱贫攻坚统揽经济社会发展全局，坚持精准扶贫精准脱贫基本方略，聚焦产业扶贫、安居扶贫、健康扶贫、教育扶贫、就业扶贫等重点工作，扎实推进各项扶贫政策落地见效，贫困人口大幅减少，贫困地区生产生活条件明显改善，群众获得感明显增强。 <box>212 1133 270 1211</box>
paragraph: 为深入贯彻落实中央和省委关于脱贫攻坚的决策部署，市调研组围绕全市脱贫攻坚工作，深入各县（市、区）开展专题调研，通过召开座谈会、实地察看、走访群众等方式，全面了解掌握全市脱贫攻坚工作推进情况，现将调研情况报告如下。近年来，我市坚持以脱贫攻坚统揽经济社会发展全局，坚持精准扶贫精准脱贫基本方略，聚焦产业扶贫、安居扶贫、健康扶贫、教育扶贫、就业扶贫等重点工作，扎实推进各项扶贫政策落地见效，贫困人口大幅减少，贫困地区生产生活条件明显改善，群众获得感明显增强。 <box>344 734 402 812</box>
footer-ornament <box>122 630 150 635</box>
paragraph: 为深入贯彻落实中央和省委关于脱贫攻坚的决策部署，市调研组围绕全市脱贫攻坚工作，深入各县（市、区）开展专题调研，通过召开座谈会、实地察看、走访群众等方式，全面了解掌握全市脱贫攻坚工作推进情况，现将调研情况报告如下。近年来，我市坚持以脱贫攻坚统揽经济社会发展全局，坚持精准扶贫精准脱贫基本方略，聚焦产业扶贫、安居扶贫、健康扶贫、教育扶贫、就业扶贫等重点工作，扎实推进各项扶贫政策落地见效，贫困人口大幅减少，贫困地区生产生活条件明显改善，群众获得感明显增强。 <box>344 1124 402 1202</box>
paragraph: 为深入贯彻落实中央和省委关于脱贫攻坚的决策部署，市调研组围绕全市脱贫攻坚工作，深入各县（市、区）开展专题调研，通过召开座谈会、实地察看、走访群众等方式，全面了解掌握全市脱贫攻坚工作推进情况，现将调研情况报告如下。近年来，我市坚持以脱贫攻坚统揽经济社会发展全局，坚持精准扶贫精准脱贫基本方略，聚焦产业扶贫、安居扶贫、健康扶贫、教育扶贫、就业扶贫等重点工作，扎实推进各项扶贫政策落地见效，贫困人口大幅减少，贫困地区生产生活条件明显改善，群众获得感明显增强。 <box>212 188 270 265</box>
column-rule <box>208 110 209 610</box>
paragraph: 为深入贯彻落实中央和省委关于脱贫攻坚的决策部署，市调研组围绕全市脱贫攻坚工作，深入各县（市、区）开展专题调研，通过召开座谈会、实地察看、走访群众等方式，全面了解掌握全市脱贫攻坚工作推进情况，现将调研情况报告如下。近年来，我市坚持以脱贫攻坚统揽经济社会发展全局，坚持精准扶贫精准脱贫基本方略，聚焦产业扶贫、安居扶贫、健康扶贫、教育扶贫、就业扶贫等重点工作，扎实推进各项扶贫政策落地见效，贫困人口大幅减少，贫困地区生产生活条件明显改善，群众获得感明显增强。 <box>278 1046 336 1124</box>
paragraph: 为深入贯彻落实中央和省委关于脱贫攻坚的决策部署，市调研组围绕全市脱贫攻坚工作，深入各县（市、区）开展专题调研，通过召开座谈会、实地察看、走访群众等方式，全面了解掌握全市脱贫攻坚工作推进情况，现将调研情况报告如下。近年来，我市坚持以脱贫攻坚统揽经济社会发展全局，坚持精准扶贫精准脱贫基本方略，聚焦产业扶贫、安居扶贫、健康扶贫、教育扶贫、就业扶贫等重点工作，扎实推进各项扶贫政策落地见效，贫困人口大幅减少，贫困地区生产生活条件明显改善，群众获得感明显增强。 <box>344 344 402 421</box>
paragraph: 为深入贯彻落实中央和省委关于脱贫攻坚的决策部署，市调研组围绕全市脱贫攻坚工作，深入各县（市、区）开展专题调研，通过召开座谈会、实地察看、走访群众等方式，全面了解掌握全市脱贫攻坚工作推进情况，现将调研情况报告如下。近年来，我市坚持以脱贫攻坚统揽经济社会发展全局，坚持精准扶贫精准脱贫基本方略，聚焦产业扶贫、安居扶贫、健康扶贫、教育扶贫、就业扶贫等重点工作，扎实推进各项扶贫政策落地见效，贫困人口大幅减少，贫困地区生产生活条件明显改善，群众获得感明显增强。 <box>80 188 138 265</box>
paragraph: 为深入贯彻落实中央和省委关于脱贫攻坚的决策部署，市调研组围绕全市脱贫攻坚工作，深入各县（市、区）开展专题调研，通过召开座谈会、实地察看、走访群众等方式，全面了解掌握全市脱贫攻坚工作推进情况，现将调研情况报告如下。近年来，我市坚持以脱贫攻坚统揽经济社会发展全局，坚持精准扶贫精准脱贫基本方略，聚焦产业扶贫、安居扶贫、健康扶贫、教育扶贫、就业扶贫等重点工作，扎实推进各项扶贫政策落地见效，贫困人口大幅减少，贫困地区生产生活条件明显改善，群众获得感明显增强。 <box>146 734 204 812</box>
paragraph: 为深入贯彻落实中央和省委关于脱贫攻坚的决策部署，市调研组围绕全市脱贫攻坚工作，深入各县（市、区）开展专题调研，通过召开座谈会、实地察看、走访群众等方式，全面了解掌握全市脱贫攻坚工作推进情况，现将调研情况报告如下。近年来，我市坚持以脱贫攻坚统揽经济社会发展全局，坚持精准扶贫精准脱贫基本方略，聚焦产业扶贫、安居扶贫、健康扶贫、教育扶贫、就业扶贫等重点工作，扎实推进各项扶贫政策落地见效，贫困人口大幅减少，贫困地区生产生活条件明显改善，群众获得感明显增强。 <box>278 110 336 187</box>
paragraph: 为深入贯彻落实中央和省委关于脱贫攻坚的决策部署，市调研组围绕全市脱贫攻坚工作，深入各县（市、区）开展专题调研，通过召开座谈会、实地察看、走访群众等方式，全面了解掌握全市脱贫攻坚工作推进情况，现将调研情况报告如下。近年来，我市坚持以脱贫攻坚统揽经济社会发展全局，坚持精准扶贫精准脱贫基本方略，聚焦产业扶贫、安居扶贫、健康扶贫、教育扶贫、就业扶贫等重点工作，扎实推进各项扶贫政策落地见效，贫困人口大幅减少，贫困地区生产生活条件明显改善，群众获得感明显增强。 <box>80 977 138 1055</box>
paragraph: 为深入贯彻落实中央和省委关于脱贫攻坚的决策部署，市调研组围绕全市脱贫攻坚工作，深入各县（市、区）开展专题调研，通过召开座谈会、实地察看、走访群众等方式，全面了解掌握全市脱贫攻坚工作推进情况，现将调研情况报告如下。近年来，我市坚持以脱贫攻坚统揽经济社会发展全局，坚持精准扶贫精准脱贫基本方略，聚焦产业扶贫、安居扶贫、健康扶贫、教育扶贫、就业扶贫等重点工作，扎实推进各项扶贫政策落地见效，贫困人口大幅减少，贫困地区生产生活条件明显改善，群众获得感明显增强。 <box>14 670 72 748</box>
subheading: 二、当前脱贫攻坚存在的主要问题 <box>80 814 134 819</box>
subheading: 三、加快推进脱贫攻坚的对策建议 <box>212 424 266 429</box>
footer-ornaments <box>12 630 405 636</box>
column-rule <box>142 110 143 610</box>
paragraph: 为深入贯彻落实中央和省委关于脱贫攻坚的决策部署，市调研组围绕全市脱贫攻坚工作，深入各县（市、区）开展专题调研，通过召开座谈会、实地察看、走访群众等方式，全面了解掌握全市脱贫攻坚工作推进情况，现将调研情况报告如下。近年来，我市坚持以脱贫攻坚统揽经济社会发展全局，坚持精准扶贫精准脱贫基本方略，聚焦产业扶贫、安居扶贫、健康扶贫、教育扶贫、就业扶贫等重点工作，扎实推进各项扶贫政策落地见效，贫困人口大幅减少，贫困地区生产生活条件明显改善，群众获得感明显增强。 <box>278 1124 336 1202</box>
column-rule <box>274 110 275 610</box>
paragraph: 为深入贯彻落实中央和省委关于脱贫攻坚的决策部署，市调研组围绕全市脱贫攻坚工作，深入各县（市、区）开展专题调研，通过召开座谈会、实地察看、走访群众等方式，全面了解掌握全市脱贫攻坚工作推进情况，现将调研情况报告如下。近年来，我市坚持以脱贫攻坚统揽经济社会发展全局，坚持精准扶贫精准脱贫基本方略，聚焦产业扶贫、安居扶贫、健康扶贫、教育扶贫、就业扶贫等重点工作，扎实推进各项扶贫政策落地见效，贫困人口大幅减少，贫困地区生产生活条件明显改善，群众获得感明显增强。 <box>80 656 138 734</box>
paragraph: 为深入贯彻落实中央和省委关于脱贫攻坚的决策部署，市调研组围绕全市脱贫攻坚工作，深入各县（市、区）开展专题调研，通过召开座谈会、实地察看、走访群众等方式，全面了解掌握全市脱贫攻坚工作推进情况，现将调研情况报告如下。近年来，我市坚持以脱贫攻坚统揽经济社会发展全局，坚持精准扶贫精准脱贫基本方略，聚焦产业扶贫、安居扶贫、健康扶贫、教育扶贫、就业扶贫等重点工作，扎实推进各项扶贫政策落地见效，贫困人口大幅减少，贫困地区生产生活条件明显改善，群众获得感明显增强。 <box>146 110 204 187</box>
paragraph: 为深入贯彻落实中央和省委关于脱贫攻坚的决策部署，市调研组围绕全市脱贫攻坚工作，深入各县（市、区）开展专题调研，通过召开座谈会、实地察看、走访群众等方式，全 况，现将调研情况报告如下。近年来，我市坚持以脱贫攻坚统揽经济社会发展全局，坚持精准扶贫精准脱贫基本方略，聚焦产业扶贫、安居扶贫、健康扶贫、教育扶贫、就业扶贫等重点工作，扎实推进各项扶贫政策落地见效，贫困人口大幅减少，贫困地区生产生活条件明显改善，群众获得感明显增强。 <box>212 587 270 665</box>
paragraph: 为深入贯彻落实中央和省委关于脱贫攻坚的决策部署，市调研组围绕全市脱贫攻坚工作，深入各县（市、区）开展专题调研，通过召开座谈会、实地察看、走访群众等方式，全面了解掌握全市脱贫攻坚工作推进情况，现将调研情况报告如下。近年来，我市坚持以脱贫攻坚统揽经济社会发展全局，坚持精准扶贫精准脱贫基本方略，聚焦产业扶贫、安居扶贫、健康扶贫、教育扶贫、就业扶贫等重点工作，扎实推进各项扶贫政策落地见效，贫困人口大幅减少，贫困地区生产生活条件明显改善，群众获得感明显增强。 <box>80 344 138 421</box>
paragraph: 为深入贯彻落实中央和省委关于脱贫攻坚的决策部署，市调研组围绕全市脱贫攻坚工作，深入各县（市、区）开展专题调研，通过召开座谈会、实地察看、走访群众等方式，全面了解掌握全市脱贫攻坚工作推进情况，现将调研情况报告如下。近年来，我市坚持以脱贫攻坚统揽经济社会发展全局，坚持精准扶贫精准脱贫基本方略，聚焦产业扶贫、安居扶贫、健康扶贫、教育扶贫、就业扶贫等重点工作，扎实推进各项扶贫政策落地见效，贫困人口大幅减少，贫困地区生产生活条件明显改善，群众获得感明显增强。 <box>14 188 72 265</box>
footer-ornament <box>302 630 330 635</box>
paragraph: 为深入贯彻落实中央和省委关于脱贫攻坚的决策部署，市调研组围绕全市脱贫攻坚工作，深入各县（市、区）开展专题调研，通过召开座谈会、实地察看、走访群众等方式，全面了解掌握全市脱贫攻坚工作推进情况，现将调研情况报告如下。近年来，我市坚持以脱贫攻坚统揽经济社会发展全局，坚持精准扶贫精准脱贫基本方略，聚焦产业扶贫、安居扶贫、健康扶贫、教育扶贫、就业扶贫等重点工作，扎实推进各项扶贫政策落地见效，贫困人口大幅减少，贫困地区生产生活条件明显改善，群众获得感明显增强。 <box>278 890 336 968</box>
paragraph: 为深入贯彻落实中央和省委关于脱贫攻坚的决策部署，市调研组围绕全市脱贫攻坚工作，深入各县（市、区）开展专题调研，通过召开座谈会、实地察看、走访群众等方式，全面了解掌握全市脱贫攻坚工作推进情况，现将调研情况报告如下。近年来，我市坚持以脱贫攻坚统揽经济社会发展全局，坚持精准扶贫精准脱贫基本方略，聚焦产业扶贫、安居扶贫、健康扶贫、教育扶贫、就业扶贫等重点工作，扎实推进各项扶贫政策落地见效，贫困人口大幅减少，贫困地区生产生活条件明显改善，群众获得感明显增强。 <box>146 656 204 734</box>
paragraph: 为深入贯彻落实中央和省委关于脱贫攻坚的决策部署，市调研组围绕全市脱贫攻坚工作，深入各县（市、区）开展专题调研，通过召开座谈会、实地察看、走访群众等方式，全面了解掌握全市脱贫攻坚工作推进情况，现将调研情况报告如下。近年来，我市坚持以脱贫攻坚统揽经济社会发展全局，坚持精准扶贫精准脱贫基本方略，聚焦产业扶贫、安居扶贫、健康扶贫、教育扶贫、就业扶贫等重点工作，扎实推进各项扶贫政策落地见效，贫困人口大幅减少，贫困地区生产生活条件明显改善，群众获得感明显增强。 <box>344 890 402 968</box>
footer-ornament <box>372 630 400 635</box>
